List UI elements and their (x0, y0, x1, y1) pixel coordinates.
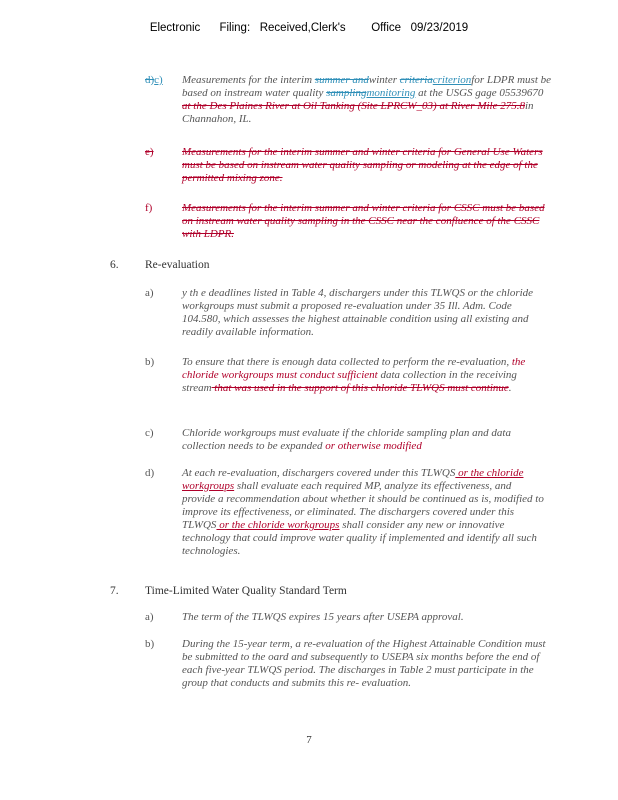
deleted-text: criteria (399, 74, 433, 86)
section-6-number: 6. (110, 259, 119, 271)
s6-d-text (182, 467, 547, 558)
section-7-title: Time-Limited Water Quality Standard Term (145, 585, 347, 597)
s7-a-text: The term of the TLWQS expires 15 years after USEPA approval. (182, 611, 464, 623)
item-f-label: f) (145, 202, 153, 214)
inserted-text: criterion (432, 74, 472, 86)
s7-b-text: During the 15-year term, a re-evaluation of the Highest Attainable Condition must be submitted to the oard and subsequently to USEPA six months before the end of each five-year TLWQS period. The discharges in Table 2 must participate in the group that conducts and submits this re- evaluation. (182, 638, 546, 689)
text-run: for LDPR must be based on instream water quality (182, 74, 552, 99)
text-run: at the USGS gage 05539670 (415, 87, 544, 99)
s6-c-label: c) (145, 427, 154, 439)
inserted-text: the chloride workgroups must conduct sufficient (182, 356, 526, 381)
s6-c-text (182, 427, 547, 453)
text-run: data collection in the receiving stream (182, 369, 517, 394)
text-run: shall consider any new or innovative technology that could improve water quality if implemented and identify all such technologies. (182, 519, 537, 557)
deleted-text: that was used in the support of this chloride TLWQS must continue (211, 382, 509, 394)
item-e-label: e) (145, 146, 154, 158)
text-run: . (508, 382, 512, 394)
s6-d-label: d) (145, 467, 155, 479)
s6-a-label: a) (145, 287, 154, 299)
s6-a-text: y th e deadlines listed in Table 4, dischargers under this TLWQS or the chloride workgroups must submit a proposed re-evaluation under 35 Ill. Adm. Code 104.580, which assesses the highest attainable condition using all existing and readily available information. (182, 287, 534, 338)
section-7-number: 7. (110, 585, 119, 597)
section-6-title: Re-evaluation (145, 259, 210, 271)
inserted-text: or otherwise modified (325, 440, 422, 452)
text-run: Measurements for the interim (182, 74, 315, 86)
text-run: shall evaluate each required MP, analyze its effectiveness, and provide a recommendation about whether it should be continued as is, modified to improve its effectiveness, or eliminated. The dischargers covered under this TLWQS (182, 480, 544, 531)
s6-b-label: b) (145, 356, 155, 368)
deleted-text: at the Des Plaines River at Oil Tanking (Site LPRCW_03) at River Mile 275.8 (182, 100, 525, 112)
inserted-text: monitoring (366, 87, 416, 99)
item-e-text: Measurements for the interim summer and winter criteria for General Use Waters must be based on instream water quality sampling or modeling at the edge of the permitted mixing zone. (182, 146, 543, 184)
page-number: 7 (306, 734, 312, 746)
item-d-label (145, 74, 163, 87)
inserted-text: or the chloride workgroups (216, 519, 340, 531)
deleted-text: sampling (326, 87, 367, 99)
item-f-text: Measurements for the interim summer and winter criteria for CSSC must be based on instream water quality sampling in the CSSC near the confluence of the CSSC with LDPR. (182, 202, 545, 240)
s7-b-label: b) (145, 638, 155, 650)
inserted-text: or the chloride workgroups (182, 467, 524, 492)
inserted-label: c) (154, 74, 163, 86)
text-run: winter (368, 74, 400, 86)
text-run: in Channahon, IL. (182, 100, 534, 125)
text-run: At each re-evaluation, dischargers covered under this TLWQS (182, 467, 456, 479)
item-d-text (182, 74, 552, 126)
text-run: To ensure that there is enough data collected to perform the re-evaluation, (182, 356, 512, 368)
text-run: Chloride workgroups must evaluate if the chloride sampling plan and data collection needs to be expanded (182, 427, 511, 452)
deleted-text: summer and (314, 74, 369, 86)
filing-header: Electronic Filing: Received,Clerk's Office 09/23/2019 (149, 22, 469, 34)
deleted-label: d) (145, 74, 155, 86)
s7-a-label: a) (145, 611, 154, 623)
s6-b-text (182, 356, 547, 395)
